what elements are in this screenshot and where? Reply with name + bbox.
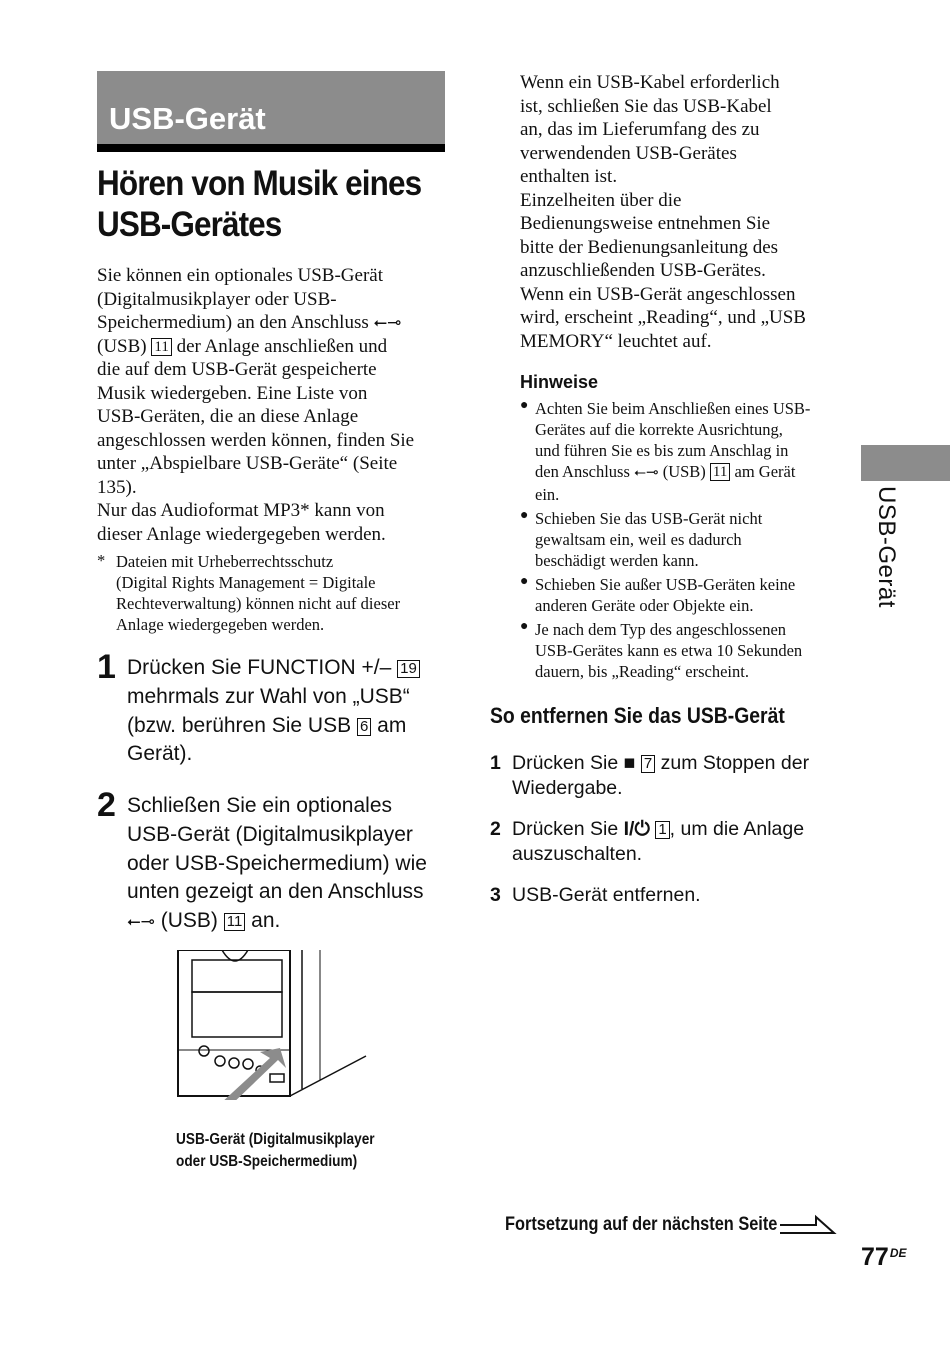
paragraph-line: anzuschließenden USB-Gerätes. <box>520 260 766 281</box>
remove-heading: So entfernen Sie das USB-Gerät <box>490 703 785 728</box>
button-number-box: 1 <box>655 821 669 839</box>
section-title: USB-Gerät <box>109 101 266 136</box>
note-line: anderen Geräte oder Objekte ein. <box>535 596 754 615</box>
paragraph-line: Bedienungsweise entnehmen Sie <box>520 213 771 234</box>
note-line: Gerätes auf die korrekte Ausrichtung, <box>535 420 783 439</box>
section-header-band <box>97 71 445 146</box>
step-text: Drücken Sie <box>512 818 619 840</box>
step-line <box>512 751 809 776</box>
step-line: Gerät). <box>127 742 193 766</box>
note-item <box>520 508 840 571</box>
paragraph-line: Einzelheiten über die <box>520 189 682 211</box>
step-line: USB-Gerät entfernen. <box>512 884 701 906</box>
usb-icon: ⭠⊸ <box>634 465 659 481</box>
paragraph-line: wird, erscheint „Reading“, und „USB <box>520 307 806 328</box>
intro-line: 135). <box>97 476 137 498</box>
button-number-box: 19 <box>397 660 420 678</box>
button-number-box: 6 <box>357 718 371 736</box>
step-line <box>127 712 420 741</box>
paragraph-line: an, das im Lieferumfang des zu <box>520 119 760 140</box>
heading-line: USB-Gerätes <box>97 205 282 244</box>
note-text: den Anschluss <box>535 462 630 481</box>
paragraph-line: MEMORY“ leuchtet auf. <box>520 330 712 352</box>
paragraph-line: Wenn ein USB-Kabel erforderlich <box>520 72 780 93</box>
step-number: 1 <box>97 648 116 686</box>
note-line <box>535 461 840 484</box>
side-tab-text: USB-Gerät <box>873 486 900 608</box>
footnote-line: (Digital Rights Management = Digitale <box>116 573 376 592</box>
intro-line: angeschlossen werden können, finden Sie <box>97 429 415 451</box>
paragraph-line: verwendenden USB-Gerätes <box>520 142 737 164</box>
bullet-icon: ● <box>520 619 529 634</box>
step-line <box>127 907 427 937</box>
step-text: (USB) <box>160 909 218 933</box>
note-line: Schieben Sie das USB-Gerät nicht <box>535 509 763 528</box>
notes-list <box>520 398 840 685</box>
step-text: zum Stoppen der <box>660 752 810 774</box>
page-number-value: 77 <box>861 1243 889 1271</box>
side-tab-label <box>862 486 922 616</box>
intro-text: der Anlage anschließen und <box>176 335 388 357</box>
paragraph-line: bitte der Bedienungsanleitung des <box>520 236 779 258</box>
footnote-mark: * <box>97 551 106 570</box>
note-item <box>520 619 840 682</box>
port-number-box: 11 <box>224 913 246 931</box>
step-text: am <box>377 713 407 737</box>
note-item <box>520 398 840 505</box>
intro-line: (Digitalmusikplayer oder USB- <box>97 288 337 310</box>
intro-line: dieser Anlage wiedergegeben werden. <box>97 523 386 545</box>
paragraph-line: Wenn ein USB-Gerät angeschlossen <box>520 283 796 305</box>
intro-text: Speichermedium) an den Anschluss <box>97 312 369 333</box>
continued-arrow-icon <box>778 1213 838 1239</box>
intro-line: Nur das Audioformat MP3* kann von <box>97 500 385 521</box>
step-line: unten gezeigt an den Anschluss <box>127 880 424 904</box>
step-line <box>127 654 420 683</box>
intro-paragraph <box>97 264 414 546</box>
step-text: Drücken Sie FUNCTION +/– <box>127 656 392 679</box>
step-line: Wiedergabe. <box>512 777 623 799</box>
step-line: oder USB-Speichermedium) wie <box>127 851 427 875</box>
step-number: 2 <box>97 786 116 824</box>
note-line: beschädigt werden kann. <box>535 551 699 570</box>
intro-text: (USB) <box>97 335 147 357</box>
step-line: auszuschalten. <box>512 843 643 865</box>
note-line: ein. <box>535 485 560 504</box>
intro-line: die auf dem USB-Gerät gespeicherte <box>97 359 377 380</box>
step-line: Schließen Sie ein optionales <box>127 794 393 817</box>
footnote-line: Anlage wiedergegeben werden. <box>116 615 325 634</box>
heading-line: Hören von Musik eines <box>97 164 422 203</box>
step-text: (bzw. berühren Sie USB <box>127 713 352 737</box>
note-line: gewaltsam ein, weil es dadurch <box>535 530 742 549</box>
note-line: Achten Sie beim Anschließen eines USB- <box>535 399 811 418</box>
intro-line <box>97 335 414 359</box>
step-text: an. <box>251 909 281 933</box>
port-number-box: 11 <box>151 338 171 356</box>
page-heading <box>97 163 421 245</box>
intro-line: Musik wiedergeben. Eine Liste von <box>97 382 368 404</box>
caption-line: USB-Gerät (Digitalmusikplayer <box>176 1131 375 1148</box>
continued-note: Fortsetzung auf der nächsten Seite <box>505 1214 778 1235</box>
step-line: USB-Gerät (Digitalmusikplayer <box>127 822 413 846</box>
step-number: 1 <box>490 752 501 774</box>
bullet-icon: ● <box>520 574 529 589</box>
intro-line: USB-Geräten, die an diese Anlage <box>97 406 359 427</box>
page-number <box>861 1243 906 1272</box>
note-text: (USB) <box>662 462 706 481</box>
step-number: 3 <box>490 884 501 906</box>
usb-connection-illustration <box>170 950 370 1100</box>
stop-icon: ■ <box>623 752 636 774</box>
note-line: USB-Gerätes kann es etwa 10 Sekunden <box>535 641 803 660</box>
note-line: dauern, bis „Reading“ erscheint. <box>535 662 749 681</box>
note-line: Schieben Sie außer USB-Geräten keine <box>535 575 796 594</box>
intro-line: Sie können ein optionales USB-Gerät <box>97 265 384 286</box>
step-text: , um die Anlage <box>669 818 805 840</box>
page-language-suffix: DE <box>889 1246 907 1260</box>
intro-line <box>97 311 414 335</box>
footnote-line: Dateien mit Urheberrechtsschutz <box>116 552 334 571</box>
button-number-box: 7 <box>641 755 655 773</box>
notes-heading: Hinweise <box>520 372 599 392</box>
note-item <box>520 574 840 616</box>
note-line: Je nach dem Typ des angeschlossenen <box>535 620 787 639</box>
step-line <box>512 817 804 842</box>
step-line: mehrmals zur Wahl von „USB“ <box>127 684 410 708</box>
note-line: und führen Sie es bis zum Anschlag in <box>535 441 789 460</box>
port-number-box: 11 <box>710 463 730 481</box>
usb-icon: ⭠⊸ <box>373 313 402 332</box>
step-text: Drücken Sie <box>512 752 619 774</box>
paragraph-line: ist, schließen Sie das USB-Kabel <box>520 95 772 117</box>
paragraph-line: enthalten ist. <box>520 166 618 187</box>
usb-cable-paragraph <box>520 71 806 353</box>
power-icon: I/⏻ <box>623 818 650 840</box>
note-text: am Gerät <box>734 462 796 481</box>
caption-line: oder USB-Speichermedium) <box>176 1153 358 1170</box>
bullet-icon: ● <box>520 508 529 523</box>
step-number: 2 <box>490 818 501 840</box>
intro-line: unter „Abspielbare USB-Geräte“ (Seite <box>97 453 398 474</box>
section-rule <box>97 144 445 152</box>
illustration-caption <box>176 1129 375 1173</box>
usb-icon: ⭠⊸ <box>127 912 155 932</box>
side-tab-marker <box>861 445 950 481</box>
bullet-icon: ● <box>520 398 529 413</box>
footnote-line: Rechteverwaltung) können nicht auf dieser <box>116 594 401 613</box>
